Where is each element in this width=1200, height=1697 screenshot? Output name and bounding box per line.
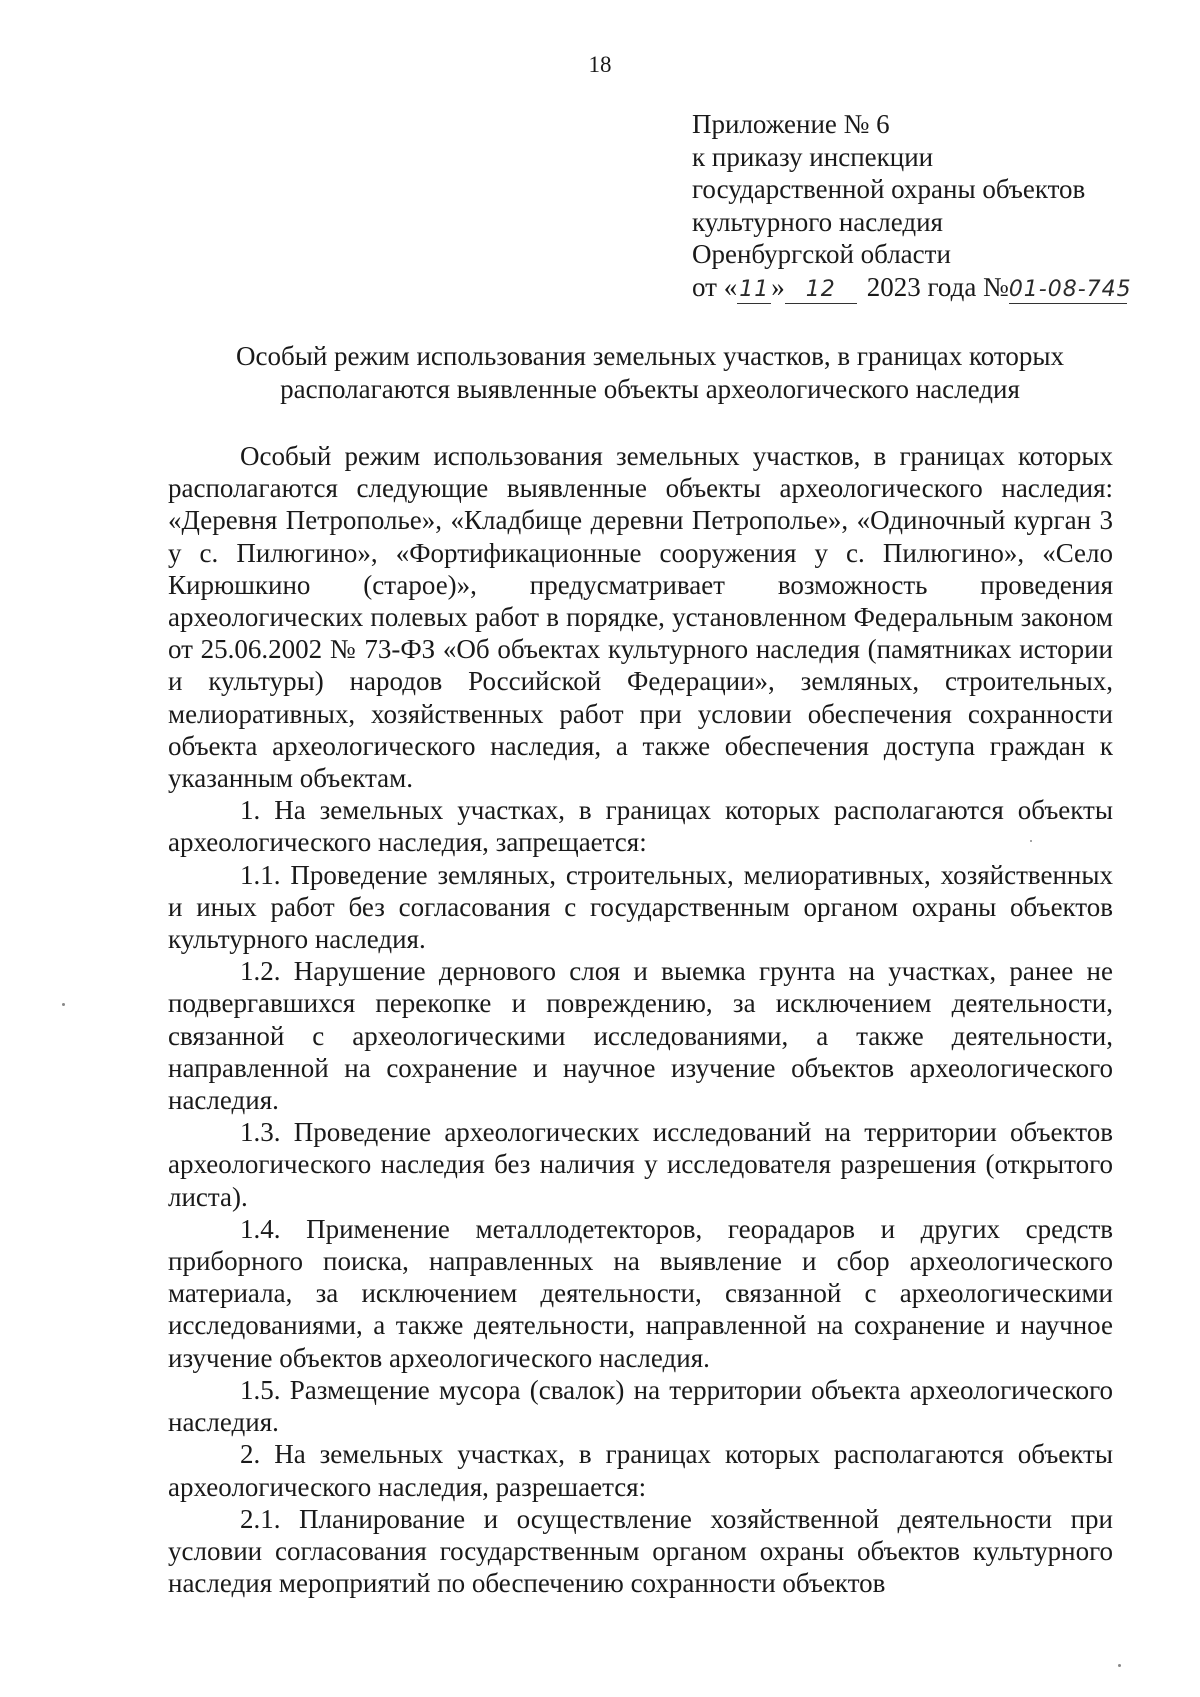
scan-speck: [62, 1003, 65, 1006]
paragraph-item-1-5: 1.5. Размещение мусора (свалок) на территории объекта археологического наследия.: [168, 1374, 1113, 1438]
title-line: Особый режим использования земельных участков, в границах которых: [235, 341, 1065, 371]
date-day: 11: [739, 276, 770, 302]
document-title: [120, 340, 1180, 406]
appendix-line: Приложение № 6: [692, 109, 890, 139]
paragraph-item-1: 1. На земельных участках, в границах которых располагаются объекты археологического наследия, запрещается:: [168, 795, 1113, 858]
scan-speck: [1118, 1664, 1121, 1667]
date-prefix: от «: [692, 271, 738, 302]
appendix-line: Оренбургской области: [692, 239, 951, 269]
appendix-date-line: [692, 271, 1132, 304]
paragraph-item-1-3: 1.3. Проведение археологических исследований на территории объектов археологического наследия без наличия у исследователя разрешения (открытого листа).: [168, 1117, 1113, 1212]
title-line: располагаются выявленные объекты археологического наследия: [280, 374, 1020, 404]
appendix-header: [692, 108, 1132, 304]
appendix-line: культурного наследия: [692, 206, 943, 237]
scan-speck: [1030, 840, 1032, 842]
document-body: [168, 440, 1113, 1599]
paragraph-item-2-1: 2.1. Планирование и осуществление хозяйственной деятельности при условии согласования государственным органом охраны объектов культурного наследия мероприятий по обеспечению сохранности объектов: [168, 1503, 1113, 1599]
appendix-line: государственной охраны объектов: [692, 174, 1086, 204]
paragraph-item-1-1: 1.1. Проведение земляных, строительных, мелиоративных, хозяйственных и иных работ без согласования с государственным органом охраны объектов культурного наследия.: [168, 859, 1113, 955]
paragraph-item-2: 2. На земельных участках, в границах которых располагаются объекты археологического наследия, разрешается:: [168, 1439, 1113, 1502]
paragraph-item-1-2: 1.2. Нарушение дернового слоя и выемка грунта на участках, ранее не подвергавшихся перекопке и повреждению, за исключением деятельности, связанной с археологическими исследованиями, а также деятельности, направленной на сохранение и научное изучение объектов археологического наследия.: [168, 956, 1113, 1116]
date-year: 2023 года №: [866, 271, 1009, 302]
date-close: »: [771, 271, 785, 302]
date-month: 12: [785, 277, 857, 304]
paragraph-intro: Особый режим использования земельных участков, в границах которых располагаются следующие выявленные объекты археологического наследия: «Деревня Петрополье», «Кладбище деревни Петрополье», «Одиночный курган 3 у с. Пилюгино», «Фортификационные сооружения у с. Пилюгино», «Село Кирюшкино (старое)», предусматривает возможность проведения археологических полевых работ в порядке, установленном Федеральным законом от 25.06.2002 № 73-ФЗ «Об объектах культурного наследия (памятниках истории и культуры) народов Российской Федерации», земляных, строительных, мелиоративных, хозяйственных работ при условии обеспечения сохранности объекта археологического наследия, а также обеспечения доступа граждан к указанным объектам.: [168, 441, 1113, 794]
appendix-line: к приказу инспекции: [692, 141, 934, 172]
order-number: 01-08-745: [1008, 276, 1132, 302]
paragraph-item-1-4: 1.4. Применение металлодетекторов, георадаров и других средств приборного поиска, направленных на выявление и сбор археологического материала, за исключением деятельности, связанной с археологическими исследованиями, а также деятельности, направленной на сохранение и научное изучение объектов археологического наследия.: [168, 1213, 1113, 1373]
page-number: 18: [588, 52, 612, 77]
